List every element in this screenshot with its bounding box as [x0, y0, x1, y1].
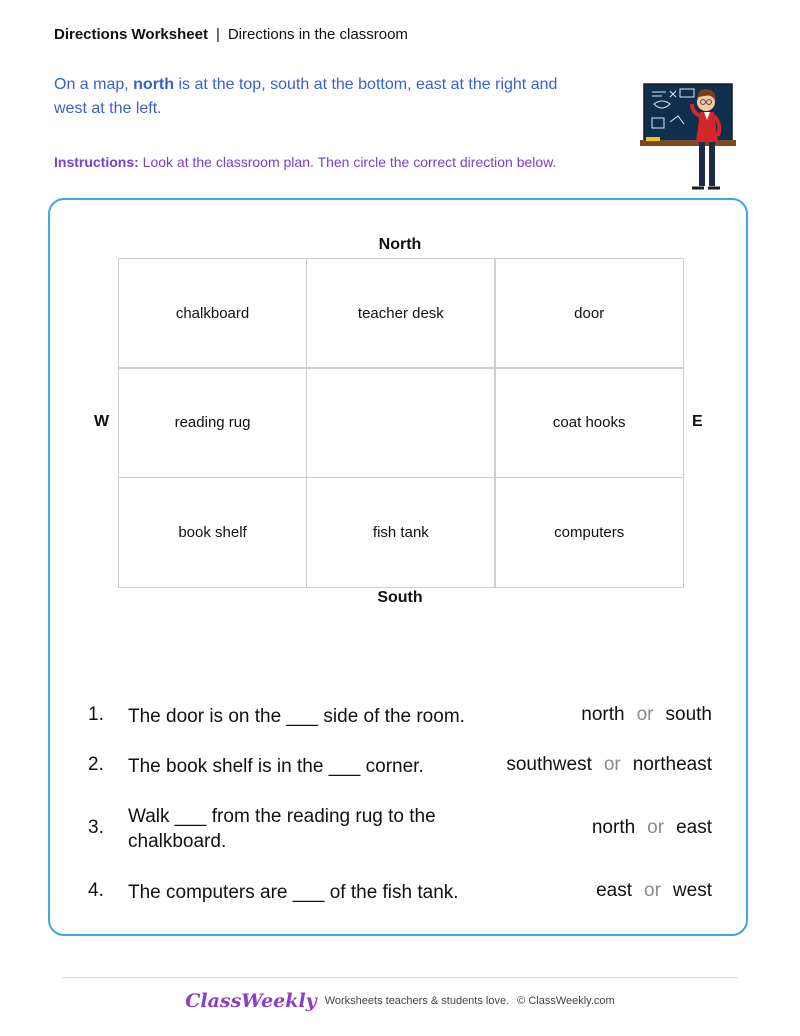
- plan-cell: reading rug: [118, 368, 307, 478]
- intro-bold-north: north: [133, 76, 175, 93]
- plan-cell: door: [495, 258, 684, 368]
- choice-b[interactable]: south: [665, 704, 712, 725]
- question-3: [88, 804, 712, 856]
- intro-text: [54, 73, 594, 121]
- compass-south-label: South: [377, 589, 423, 606]
- instructions-text: Look at the classroom plan. Then circle the correct direction below.: [138, 154, 557, 170]
- question-number: 3.: [88, 817, 104, 838]
- plan-cell: chalkboard: [118, 258, 307, 368]
- instructions: [54, 151, 564, 173]
- plan-cell: fish tank: [306, 477, 495, 587]
- footer-tagline: Worksheets teachers & students love.: [324, 995, 510, 1007]
- worksheet-header: [54, 26, 408, 43]
- footer-divider: [62, 977, 738, 978]
- choice-b[interactable]: west: [672, 880, 712, 901]
- intro-prefix: On a map,: [54, 76, 134, 93]
- question-2: [88, 754, 712, 784]
- plan-cell: coat hooks: [495, 368, 684, 478]
- question-text: The book shelf is in the ___ corner.: [128, 756, 424, 777]
- choice-or: or: [636, 704, 654, 725]
- choice-a[interactable]: north: [581, 704, 625, 725]
- worksheet-title: Directions Worksheet: [54, 26, 208, 43]
- compass-east-label: E: [692, 413, 703, 430]
- choice-a[interactable]: southwest: [506, 754, 592, 775]
- question-text: Walk ___ from the reading rug to the chalkboard.: [128, 806, 436, 852]
- instructions-label: Instructions:: [54, 154, 139, 170]
- question-number: 2.: [88, 754, 104, 775]
- footer-copyright: © ClassWeekly.com: [517, 995, 615, 1007]
- compass-west-label: W: [94, 413, 110, 430]
- choice-or: or: [647, 817, 665, 838]
- footer: [0, 990, 800, 1012]
- plan-cell: teacher desk: [306, 258, 495, 368]
- worksheet-subtitle: Directions in the classroom: [227, 26, 408, 43]
- question-number: 4.: [88, 880, 104, 901]
- answer-choices: [506, 754, 712, 776]
- choice-or: or: [644, 880, 661, 901]
- plan-cell: book shelf: [118, 477, 307, 587]
- answer-choices: [596, 880, 712, 902]
- compass-north-label: North: [378, 236, 422, 253]
- choice-a[interactable]: east: [596, 880, 633, 901]
- choice-b[interactable]: northeast: [632, 754, 712, 775]
- intro-rest: is at the top, south at the bottom, east at the right and west at the left.: [54, 76, 558, 117]
- question-number: 1.: [88, 704, 104, 725]
- classroom-plan-grid: [118, 258, 683, 587]
- question-text: The door is on the ___ side of the room.: [128, 706, 465, 727]
- header-separator: |: [215, 26, 220, 43]
- question-text: The computers are ___ of the fish tank.: [128, 882, 459, 903]
- choice-b[interactable]: east: [676, 817, 712, 838]
- question-1: [88, 704, 712, 734]
- teacher-at-chalkboard-icon: [640, 82, 736, 194]
- question-4: [88, 880, 712, 910]
- plan-cell: computers: [495, 477, 684, 587]
- choice-a[interactable]: north: [591, 817, 636, 838]
- answer-choices: [592, 817, 712, 839]
- brand-logo: ClassWeekly: [185, 990, 317, 1012]
- choice-or: or: [603, 754, 621, 775]
- plan-cell: [306, 368, 495, 478]
- answer-choices: [581, 704, 712, 726]
